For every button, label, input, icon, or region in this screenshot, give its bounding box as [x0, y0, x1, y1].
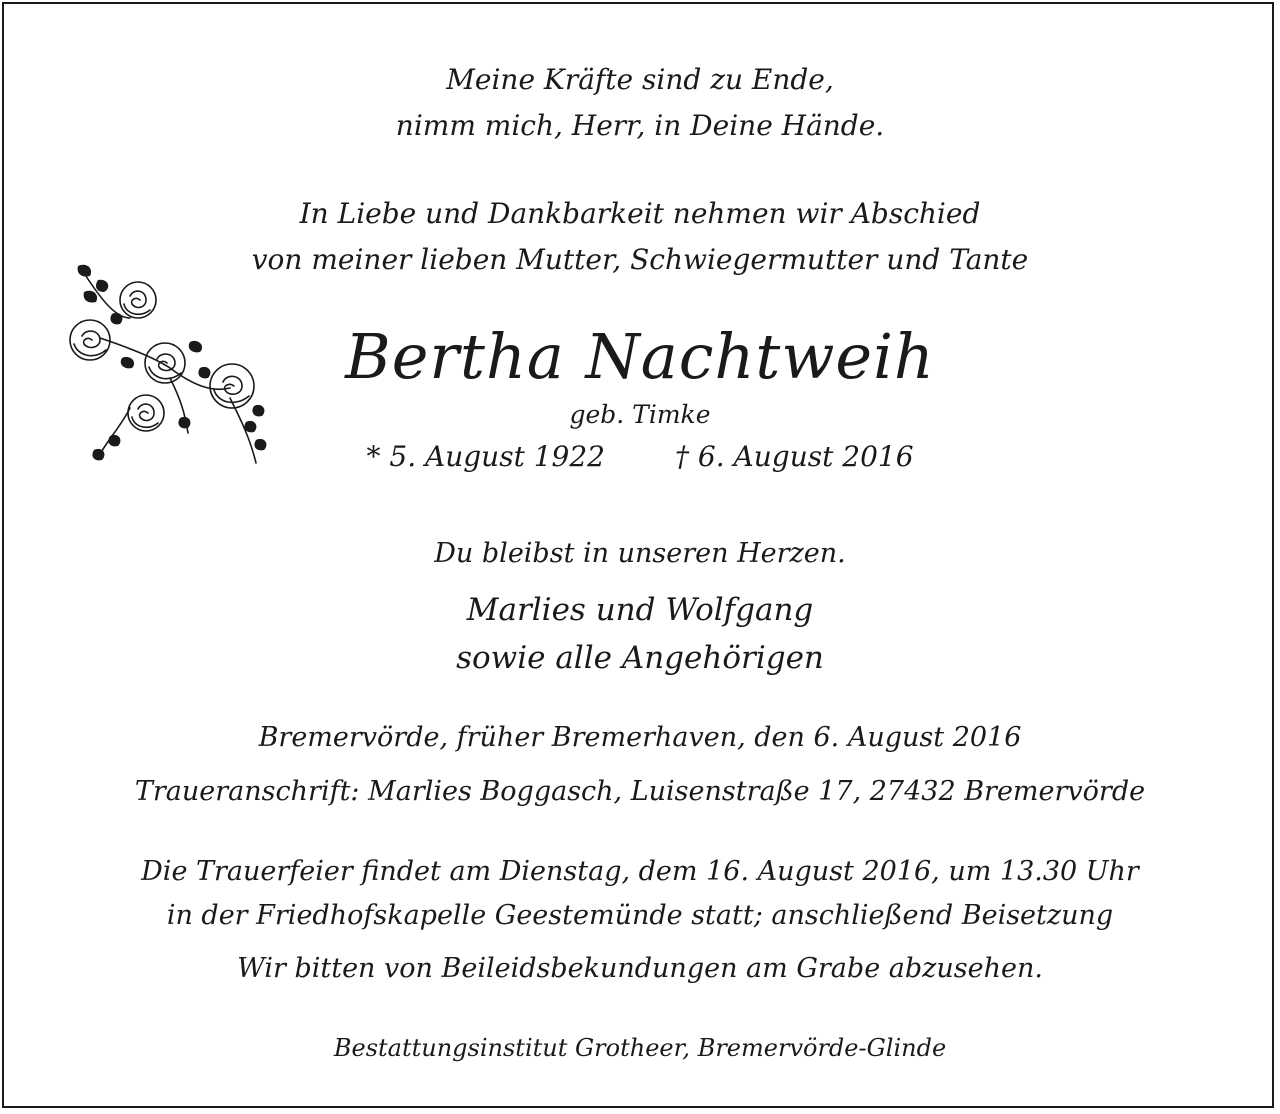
funeral-home: Bestattungsinstitut Grotheer, Bremervörde-Glinde [333, 1034, 947, 1062]
deceased-name: Bertha Nachtweih [345, 320, 935, 393]
ceremony-line-2: in der Friedhofskapelle Geestemünde statt; anschließend Beisetzung [166, 900, 1114, 931]
mourners-line-2: sowie alle Angehörigen [456, 640, 824, 676]
condolence-request: Wir bitten von Beileidsbekundungen am Grabe abzusehen. [237, 953, 1043, 984]
birth-date: * 5. August 1922 [366, 440, 605, 473]
ceremony-line-1: Die Trauerfeier findet am Dienstag, dem 16. August 2016, um 13.30 Uhr [141, 856, 1139, 887]
mourners-line-1: Marlies und Wolfgang [466, 592, 814, 628]
maiden-name: geb. Timke [569, 400, 711, 429]
verse-line-2: nimm mich, Herr, in Deine Hände. [395, 109, 885, 142]
motto: Du bleibst in unseren Herzen. [434, 538, 846, 569]
place-date: Bremervörde, früher Bremerhaven, den 6. August 2016 [258, 722, 1022, 753]
intro-line-2: von meiner lieben Mutter, Schwiegermutter und Tante [251, 243, 1029, 276]
intro-line-1: In Liebe und Dankbarkeit nehmen wir Abschied [299, 197, 981, 230]
death-date: † 6. August 2016 [675, 440, 914, 473]
life-dates [0, 440, 1280, 473]
mourning-address: Traueranschrift: Marlies Boggasch, Luisenstraße 17, 27432 Bremervörde [134, 776, 1146, 807]
verse-line-1: Meine Kräfte sind zu Ende, [446, 63, 834, 96]
